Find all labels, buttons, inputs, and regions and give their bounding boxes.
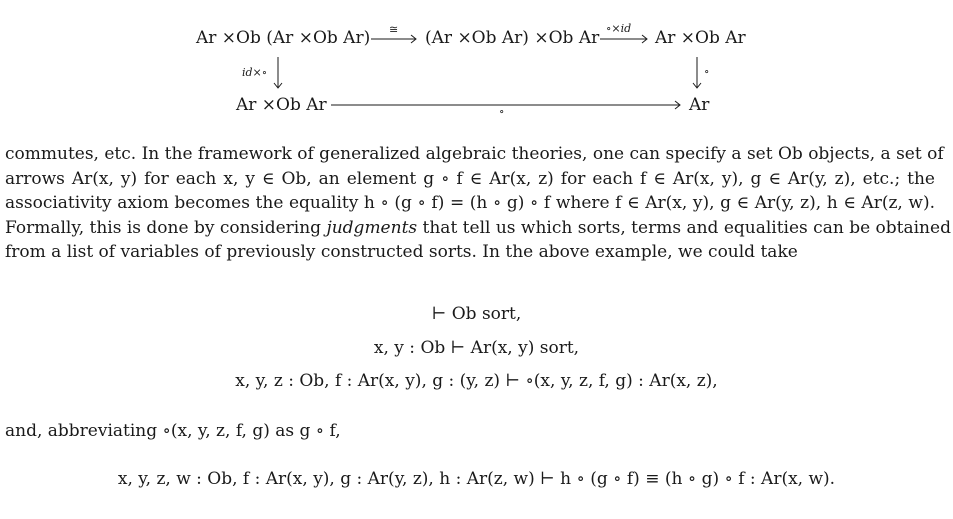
diagram-arrows (0, 0, 953, 130)
paragraph-line-5: from a list of variables of previously constructed sorts. In the above example, we could take (5, 242, 798, 262)
paragraph-line-4 (5, 216, 951, 241)
paragraph-line-3: associativity axiom becomes the equality h ∘ (g ∘ f) = (h ∘ g) ∘ f where f ∈ Ar(x, y), g ∈ Ar(y, z), h ∈ Ar(z, w). (5, 193, 935, 213)
paragraph-line-4-pre: Formally, this is done by considering (5, 217, 327, 238)
paragraph-line-1: commutes, etc. In the framework of generalized algebraic theories, one can specify a set Ob objects, a set of (5, 144, 944, 164)
judgment-1: ⊢ Ob sort, (431, 304, 522, 324)
judgment-2: x, y : Ob ⊢ Ar(x, y) sort, (373, 338, 580, 358)
node-bottom-left: Ar ×Ob Ar (236, 95, 327, 115)
abbreviation-sentence: and, abbreviating ∘(x, y, z, f, g) as g ∘ f, (5, 421, 341, 441)
node-top-right: Ar ×Ob Ar (655, 28, 746, 48)
node-top-middle: (Ar ×Ob Ar) ×Ob Ar (425, 28, 600, 48)
judgment-3: x, y, z : Ob, f : Ar(x, y), g : (y, z) ⊢ ∘(x, y, z, f, g) : Ar(x, z), (235, 371, 718, 391)
node-top-left: Ar ×Ob (Ar ×Ob Ar) (196, 28, 371, 48)
arrow-label-iso: ≅ (389, 23, 399, 36)
arrow-label-comp-bottom: ∘ (499, 105, 505, 118)
paragraph-line-4-post: that tell us which sorts, terms and equalities can be obtained (417, 217, 951, 238)
body-paragraph (5, 142, 951, 265)
arrow-label-id-comp: id×∘ (242, 66, 268, 79)
term-judgments: judgments (326, 217, 418, 238)
paragraph-line-2: arrows Ar(x, y) for each x, y ∈ Ob, an element g ∘ f ∈ Ar(x, z) for each f ∈ Ar(x, y), g ∈ Ar(y, z), etc.; the (5, 168, 935, 189)
node-bottom-right: Ar (689, 95, 710, 115)
final-judgment: x, y, z, w : Ob, f : Ar(x, y), g : Ar(y, z), h : Ar(z, w) ⊢ h ∘ (g ∘ f) ≡ (h ∘ g) ∘ f : Ar(x, w). (117, 469, 836, 489)
arrow-label-comp-right: ∘ (704, 65, 710, 78)
arrow-label-comp-id: ∘×id (606, 22, 632, 35)
